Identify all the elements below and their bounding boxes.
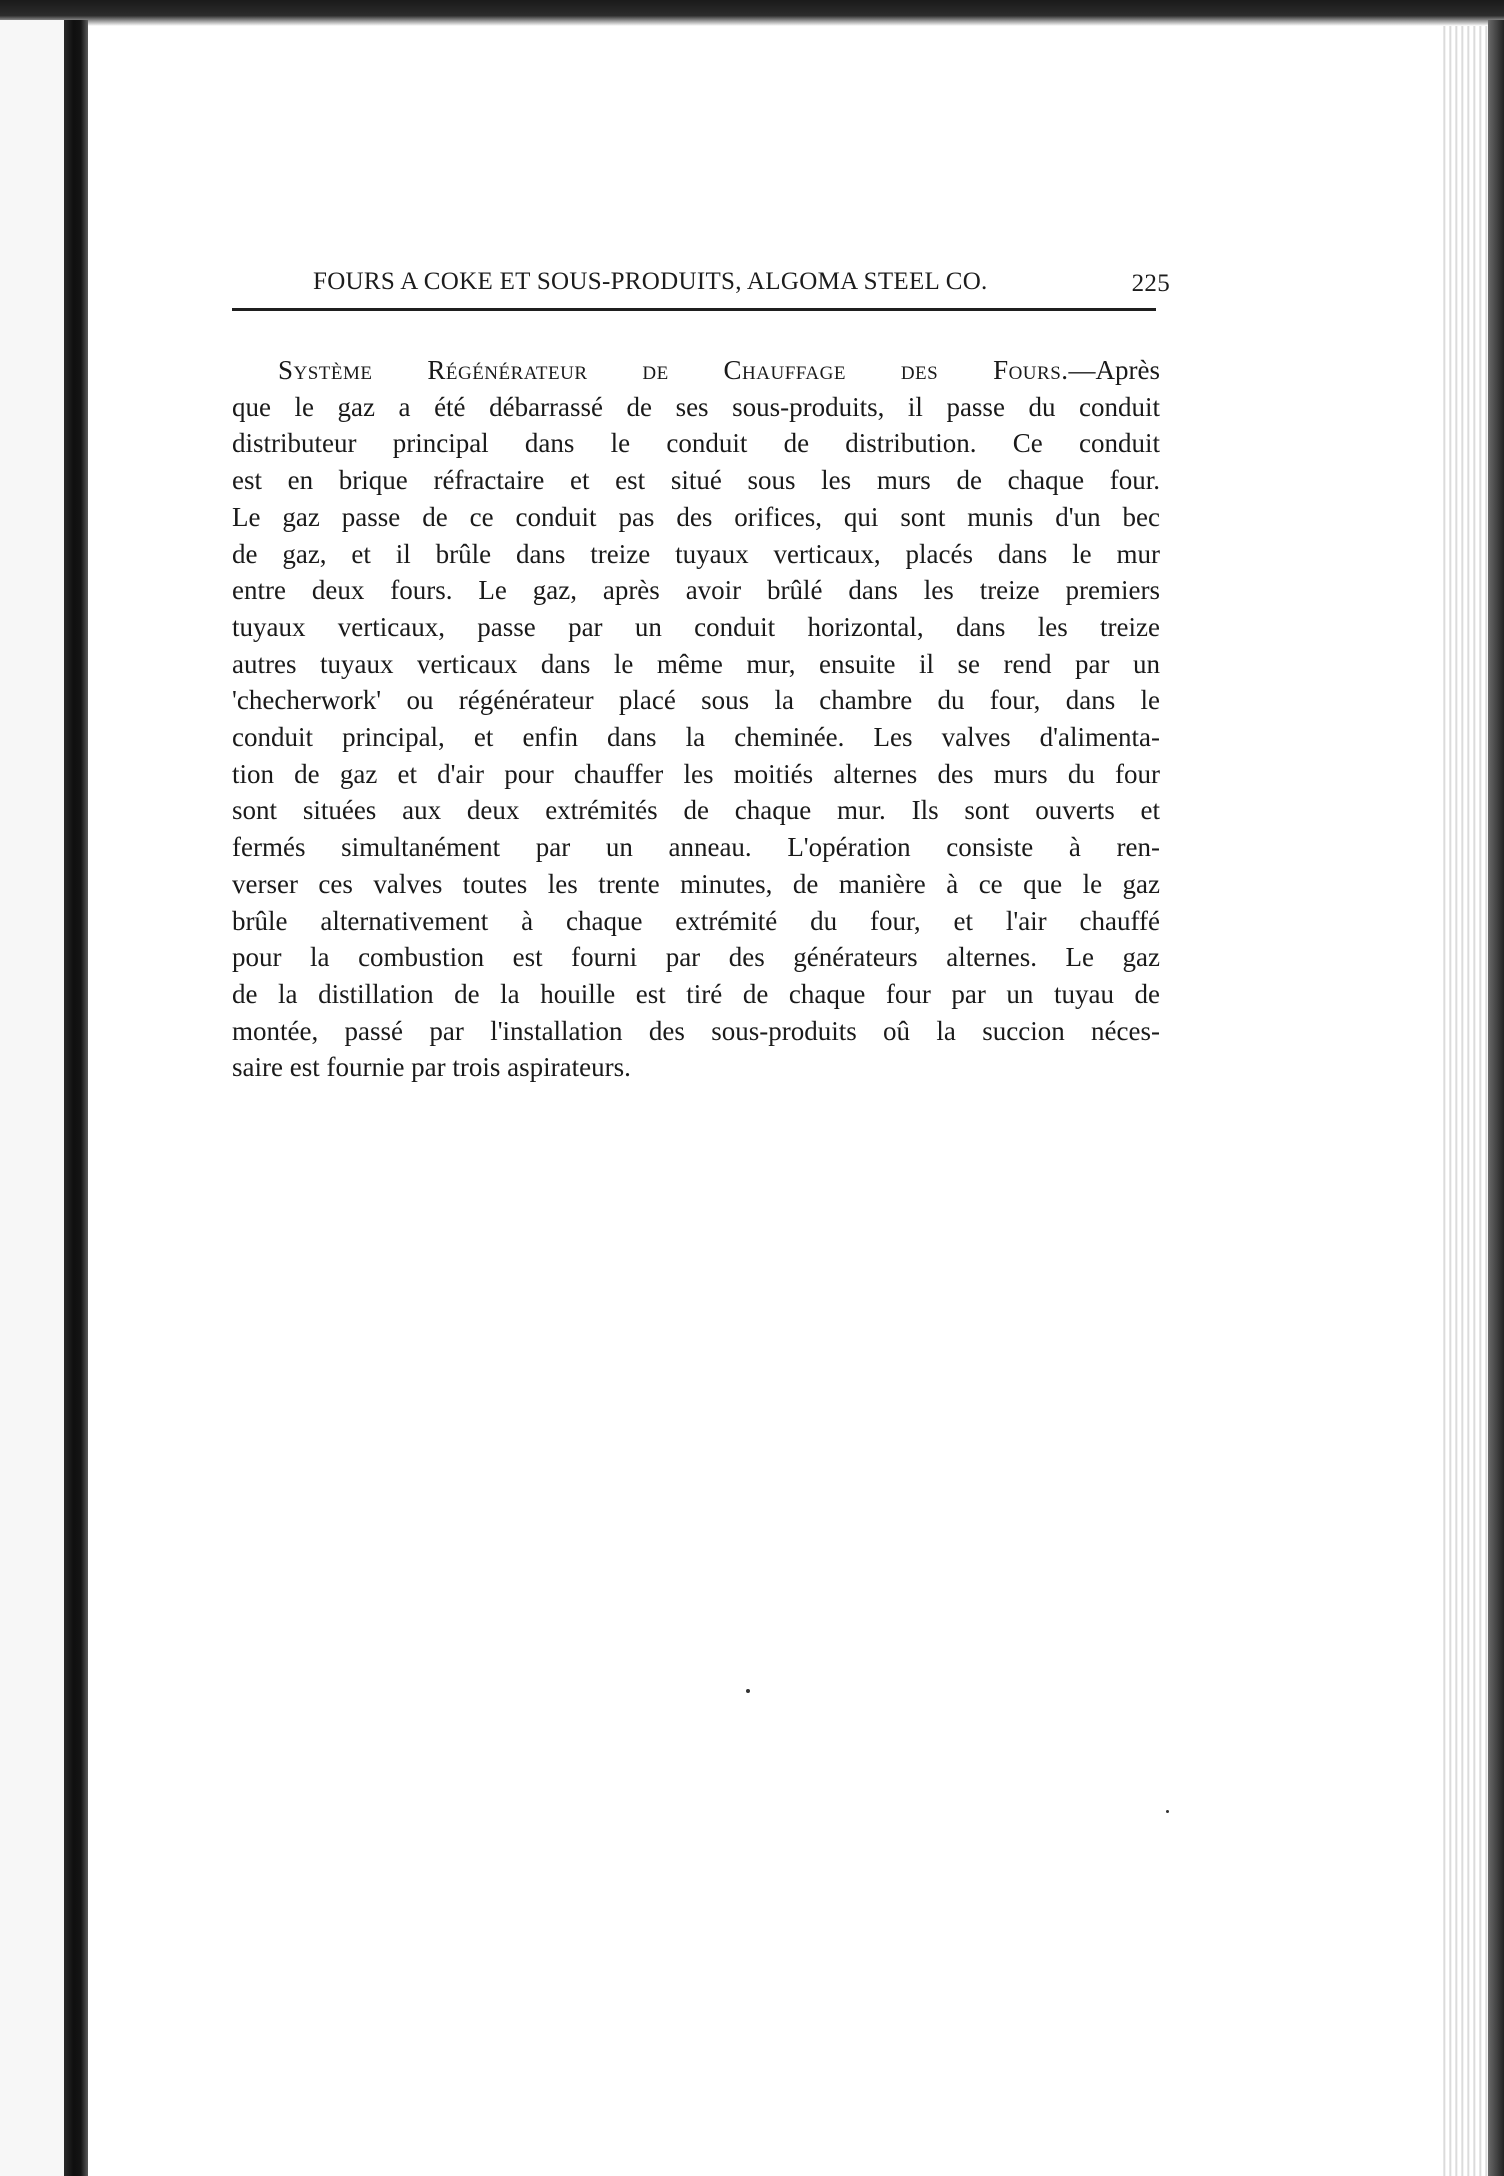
text-line: autres tuyaux verticaux dans le même mur, ensuite il se rend par un [232,648,1160,679]
text-line: entre deux fours. Le gaz, après avoir brûlé dans les treize premiers [232,575,1160,606]
text-line: que le gaz a été débarrassé de ses sous-produits, il passe du conduit [232,391,1160,422]
section-heading: Système Régénérateur de Chauffage des Fours. [278,355,1069,385]
text-line: brûle alternativement à chaque extrémité du four, et l'air chauffé [232,905,1160,936]
running-head-title: FOURS A COKE ET SOUS-PRODUITS, ALGOMA STEEL CO. [313,268,988,295]
book-spine-edge [64,20,88,2176]
text-line [232,352,1160,389]
text-line: Le gaz passe de ce conduit pas des orifices, qui sont munis d'un bec [232,501,1160,532]
page-number: 225 [1131,270,1170,297]
header-rule [232,308,1156,311]
page-stack-edge [1440,26,1488,2176]
running-head [230,268,1170,308]
text-line: saire est fournie par trois aspirateurs. [232,1052,631,1083]
left-page-margin [0,20,64,2176]
scan-speck [746,1689,750,1693]
text-line: de gaz, et il brûle dans treize tuyaux verticaux, placés dans le mur [232,538,1160,569]
text-line: de la distillation de la houille est tiré de chaque four par un tuyau de [232,978,1160,1009]
text-line: conduit principal, et enfin dans la cheminée. Les valves d'alimenta- [232,722,1160,753]
text-line: pour la combustion est fourni par des générateurs alternes. Le gaz [232,942,1160,973]
text-line: est en brique réfractaire et est situé sous les murs de chaque four. [232,465,1160,496]
text-line: 'checherwork' ou régénérateur placé sous la chambre du four, dans le [232,685,1160,716]
text-line: tion de gaz et d'air pour chauffer les moitiés alternes des murs du four [232,758,1160,789]
page-sheet [88,26,1440,2176]
body-paragraph [232,352,1160,1086]
text-line: sont situées aux deux extrémités de chaque mur. Ils sont ouverts et [232,795,1160,826]
text-line: fermés simultanément par un anneau. L'opération consiste à ren- [232,832,1160,863]
text-line: verser ces valves toutes les trente minutes, de manière à ce que le gaz [232,868,1160,899]
top-scan-shadow [0,0,1504,26]
scan-speck [1166,1810,1169,1813]
right-scan-border [1488,20,1504,2176]
text-line: distributeur principal dans le conduit de distribution. Ce conduit [232,428,1160,459]
text-line: tuyaux verticaux, passe par un conduit horizontal, dans les treize [232,611,1160,642]
text-line-fragment: —Après [1068,355,1160,385]
text-line: montée, passé par l'installation des sous-produits oû la succion néces- [232,1015,1160,1046]
